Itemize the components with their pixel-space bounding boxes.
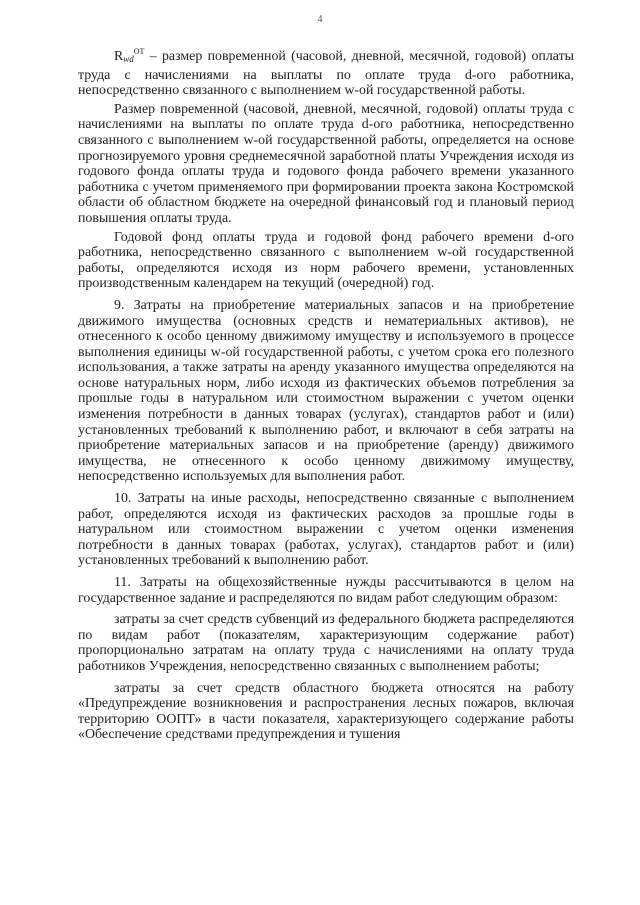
paragraph-item-11: 11. Затраты на общехозяйственные нужды рассчитываются в целом на государственное задание и распределяются по видам работ следующим образом: xyxy=(78,575,574,606)
page-number: 4 xyxy=(317,14,323,25)
paragraph-item-10: 10. Затраты на иные расходы, непосредственно связанные с выполнением работ, определяются исходя из фактических расходов за прошлые годы в натуральном или стоимостном выражении с учетом оценки изменения потребности в данных товарах (работах, услугах), стандартов работ и (или) установленных требований к выполнению работ. xyxy=(78,491,574,569)
paragraph-regional-costs: затраты за счет средств областного бюджета относятся на работу «Предупреждение возникновения и распространения лесных пожаров, включая территорию ООПТ» в части показателя, характеризующего содержание работы «Обеспечение средствами предупреждения и тушения xyxy=(78,680,574,743)
paragraph: Размер повременной (часовой, дневной, месячной, годовой) оплаты труда с начислениями на выплаты по оплате труда d-ого работника, непосредственно связанного с выполнением w-ой государственной работы, определяется на основе прогнозируемого уровня среднемесячной заработной платы Учреждения исходя из годового фонда оплаты труда и годового фонда рабочего времени указанного работника с учетом применяемого при формировании проекта закона Костромской области об областном бюджете на очередной финансовый год и плановый период повышения оплаты труда. xyxy=(78,101,574,226)
document-body xyxy=(78,44,574,746)
formula-symbol: $R_{wd}^{ОТ}$ xyxy=(114,47,145,64)
paragraph-item-9: 9. Затраты на приобретение материальных запасов и на приобретение движимого имущества (основных средств и нематериальных активов), не отнесенного к особо ценному движимому имуществу и используемого в процессе выполнения единицы w-ой государственной работы, с учетом срока его полезного использования, а также затраты на аренду указанного имущества определяются на основе натуральных норм, либо исходя из фактических объемов потребления за прошлые годы в натуральном или стоимостном выражении с учетом оценки изменения потребности в данных товарах (услугах), стандартов работ и (или) установленных требований к выполнению работ, и включают в себя затраты на приобретение материальных запасов и на приобретение (аренду) движимого имущества, не отнесенного к особо ценному движимому имуществу, непосредственно используемых для выполнения работ. xyxy=(78,297,574,485)
paragraph: Годовой фонд оплаты труда и годовой фонд рабочего времени d-ого работника, непосредственно связанного с выполнением w-ой государственной работы, определяются исходя из норм рабочего времени, установленных производственным календарем на текущий (очередной) год. xyxy=(78,229,574,292)
paragraph-symbol-definition: $R_{wd}^{ОТ}$ – размер повременной (часовой, дневной, месячной, годовой) оплаты труда с начислениями на выплаты по оплате труда d-ого работника, непосредственно связанного с выполнением w-ой государственной работы. xyxy=(78,47,574,99)
paragraph-federal-costs: затраты за счет средств субвенций из федерального бюджета распределяются по видам работ (показателям, характеризующим содержание работ) пропорционально затратам на оплату труда с начислениями на оплату труда работников Учреждения, непосредственно связанных с выполнением работы; xyxy=(78,612,574,674)
